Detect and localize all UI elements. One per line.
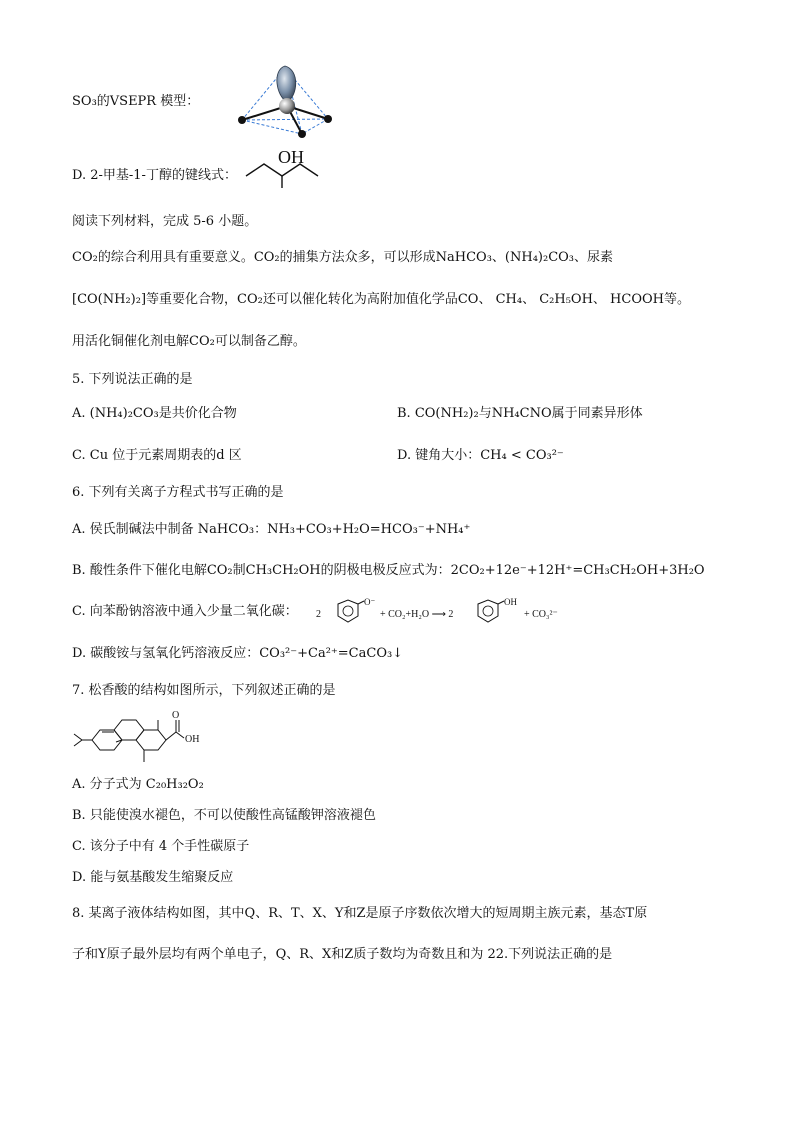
o-label: O xyxy=(172,710,180,721)
q6-option-d: D. 碳酸铵与氢氧化钙溶液反应：CO₃²⁻+Ca²⁺=CaCO₃↓ xyxy=(72,646,404,661)
q7-option-c: C. 该分子中有 4 个手性碳原子 xyxy=(72,839,250,854)
eq-middle: + CO₂+H₂O ⟶ 2 xyxy=(380,609,454,620)
q5-option-b: B. CO(NH₂)₂与NH₄CNO属于同素异形体 xyxy=(397,406,643,421)
q6-option-c xyxy=(72,602,298,622)
q7-option-d: D. 能与氨基酸发生缩聚反应 xyxy=(72,870,234,885)
q5-option-d: D. 键角大小：CH₄ < CO₃²⁻ xyxy=(397,448,564,463)
q7-option-a: A. 分子式为 C₂₀H₃₂O₂ xyxy=(72,777,204,792)
so3-vsepr-model xyxy=(232,62,336,142)
question-8-line-2: 子和Y原子最外层均有两个单电子，Q、R、X和Z质子数均为奇数且和为 22.下列说法正确的是 xyxy=(72,947,613,962)
oh-acid-label: OH xyxy=(185,734,200,745)
phenoxide-equation xyxy=(314,596,574,628)
oh-product-label: OH xyxy=(504,597,517,607)
q7-option-b: B. 只能使溴水褪色，不可以使酸性高锰酸钾溶液褪色 xyxy=(72,808,376,823)
2-methyl-1-butanol-skeletal xyxy=(242,146,326,190)
option-d-bond-line xyxy=(72,166,237,186)
q6-option-c-text: C. 向苯酚钠溶液中通入少量二氧化碳： xyxy=(72,604,298,619)
material-line-2: [CO(NH₂)₂]等重要化合物，CO₂还可以催化转化为高附加值化学品CO、 CH₄、 C₂H₅OH、 HCOOH等。 xyxy=(72,292,690,307)
option-c-text: SO₃的VSEPR 模型： xyxy=(72,94,200,109)
q6-option-a: A. 侯氏制碱法中制备 NaHCO₃：NH₃+CO₃+H₂O=HCO₃⁻+NH₄⁺ xyxy=(72,522,471,537)
o-minus-label: O⁻ xyxy=(364,597,376,607)
question-8-line-1: 8. 某离子液体结构如图，其中Q、R、T、X、Y和Z是原子序数依次增大的短周期主族元素，基态T原 xyxy=(72,906,648,921)
oh-label: OH xyxy=(278,147,304,167)
question-5: 5. 下列说法正确的是 xyxy=(72,372,193,387)
reading-instruction: 阅读下列材料，完成 5-6 小题。 xyxy=(72,214,258,229)
option-c-so3 xyxy=(72,92,199,112)
q5-option-c: C. Cu 位于元素周期表的d 区 xyxy=(72,448,242,463)
q5-option-a: A. (NH₄)₂CO₃是共价化合物 xyxy=(72,406,237,421)
coef-2: 2 xyxy=(316,609,321,620)
material-line-3: 用活化铜催化剂电解CO₂可以制备乙醇。 xyxy=(72,334,306,349)
eq-end: + CO₃²⁻ xyxy=(524,609,558,620)
option-d-text: D. 2-甲基-1-丁醇的键线式： xyxy=(72,168,237,183)
question-6: 6. 下列有关离子方程式书写正确的是 xyxy=(72,485,284,500)
q6-option-b: B. 酸性条件下催化电解CO₂制CH₃CH₂OH的阴极电极反应式为：2CO₂+12e⁻+12H⁺=CH₃CH₂OH+3H₂O xyxy=(72,563,705,578)
question-7: 7. 松香酸的结构如图所示，下列叙述正确的是 xyxy=(72,683,336,698)
material-line-1: CO₂的综合利用具有重要意义。CO₂的捕集方法众多，可以形成NaHCO₃、(NH₄)₂CO₃、尿素 xyxy=(72,250,614,265)
abietic-acid-structure xyxy=(70,708,210,770)
